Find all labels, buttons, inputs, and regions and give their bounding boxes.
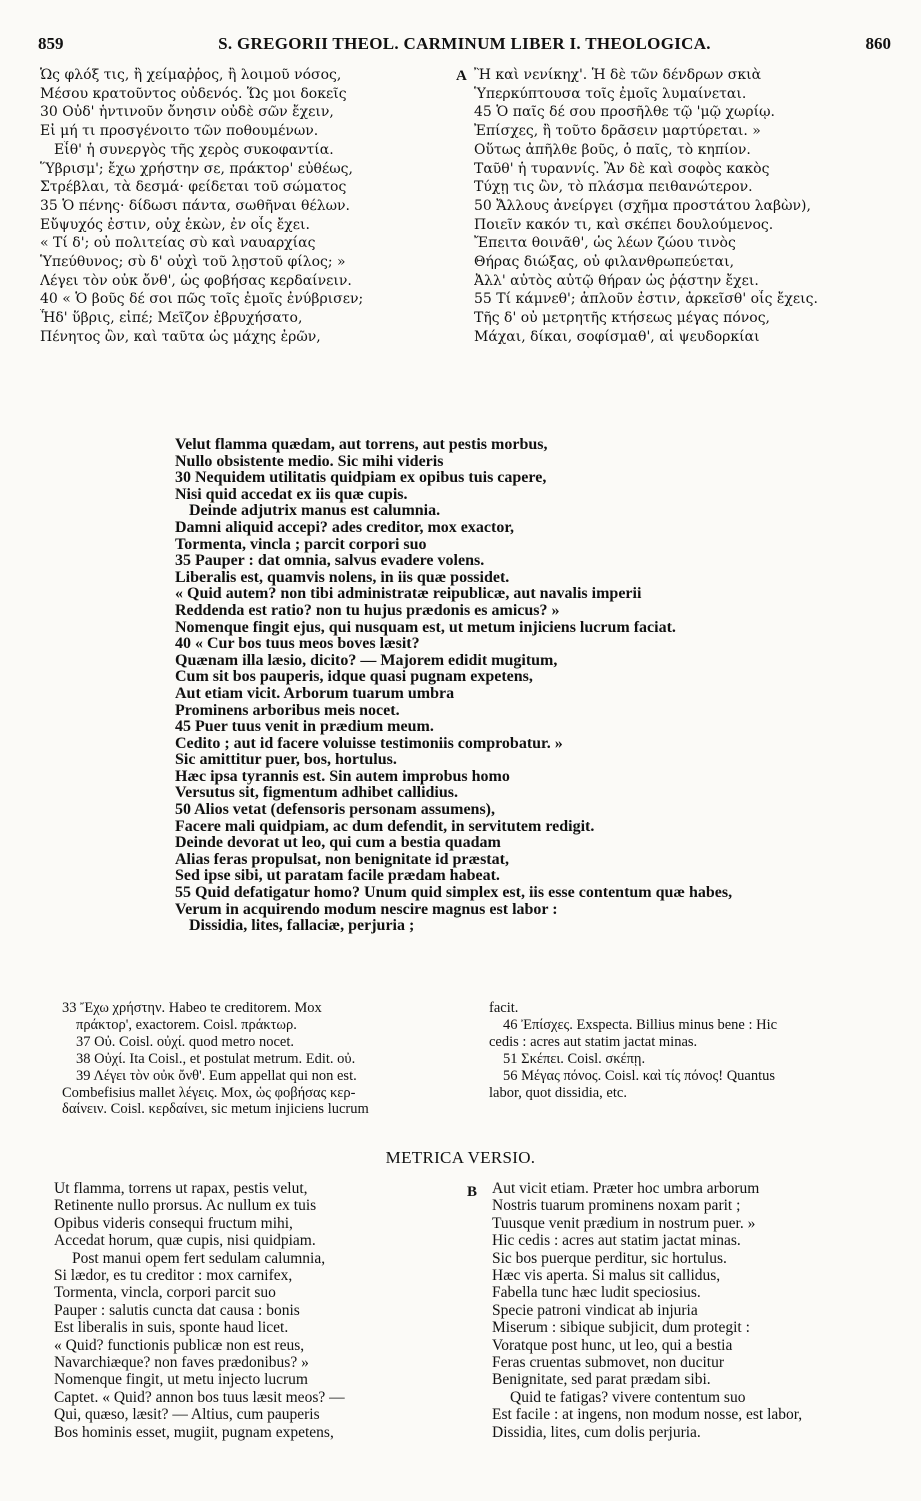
notes-left-line: δαίνειν. Coisl. κερδαίνει, sic metum injiciens lucrum (62, 1101, 369, 1118)
greek-left-line: Ὑπεύθυνος; σὺ δ' οὐχὶ τοῦ λῃστοῦ φίλος; » (40, 254, 346, 271)
greek-left-line: Λέγει τὸν οὐκ ὄνθ', ὡς φοβήσας κερδαίνειν. (40, 272, 352, 289)
notes-right-line: 51 Σκέπει. Coisl. σκέπῃ. (503, 1050, 646, 1067)
latin-line: Tormenta, vincla ; parcit corpori suo (175, 536, 427, 553)
metrica-right-line: Quid te fatigas? vivere contentum suo (510, 1388, 746, 1406)
latin-line: Liberalis est, quamvis nolens, in iis quæ possidet. (175, 569, 510, 586)
latin-line: Cedito ; aut id facere voluisse testimoniis comprobatur. » (175, 735, 563, 752)
greek-left-line: Ἦδ' ὕβρις, εἰπέ; Μεῖζον ἐβρυχήσατο, (40, 310, 303, 327)
metrica-right-line: Aut vicit etiam. Præter hoc umbra arborum (492, 1180, 760, 1197)
greek-text-right-column (474, 66, 894, 347)
notes-left-column (62, 1000, 480, 1118)
metrica-right-line: Nostris tuarum prominens noxam parit ; (492, 1197, 741, 1215)
notes-left-line: Combefisius mallet λέγεις. Mox, ὡς φοβήσας κερ- (62, 1084, 356, 1101)
greek-left-line: Πένητος ὢν, καὶ ταῦτα ὡς μάχης ἐρῶν, (40, 328, 321, 345)
latin-line: Nisi quid accedat ex iis quæ cupis. (175, 486, 408, 503)
greek-left-line: 30 Οὐδ' ἡντινοῦν ὄνησιν οὐδὲ σῶν ἔχειν, (40, 104, 334, 121)
greek-right-line: Τύχῃ τις ὢν, τὸ πλάσμα πειθανώτερον. (474, 179, 753, 196)
page-header (38, 34, 891, 56)
latin-line: Cum sit bos pauperis, idque quasi pugnam expetens, (175, 669, 533, 686)
notes-left-line: 39 Λέγει τὸν οὐκ ὄνθ'. Eum appellat qui non est. (76, 1067, 357, 1084)
greek-right-line: 55 Τί κάμνεθ'; ἁπλοῦν ἐστιν, ἀρκεῖσθ' οἷς ἔχεις. (474, 291, 818, 308)
metrica-right-line: Specie patroni vindicat ab injuria (492, 1301, 698, 1319)
notes-right-line: labor, quot dissidia, etc. (489, 1084, 627, 1101)
metrica-left-line: Bos hominis esset, mugiit, pugnam expetens, (54, 1423, 334, 1441)
latin-line: Nomenque fingit ejus, qui nusquam est, ut metum injiciens lucrum faciat. (175, 619, 676, 636)
metrica-versio-heading: METRICA VERSIO. (385, 1148, 536, 1167)
latin-line: Prominens arboribus meis nocet. (175, 702, 400, 719)
latin-line: Velut flamma quædam, aut torrens, aut pestis morbus, (175, 437, 548, 453)
greek-left-line: Μέσου κρατοῦντος οὐδενός. Ὥς μοι δοκεῖς (40, 85, 347, 102)
greek-right-line: Οὕτως ἀπῆλθε βοῦς, ὁ παῖς, τὸ κηπίον. (474, 141, 751, 158)
greek-right-line: Ὑπερκύπτουσα τοῖς ἐμοῖς λυμαίνεται. (474, 85, 747, 102)
metrica-left-line: Navarchiæque? non faves prædonibus? » (54, 1354, 309, 1372)
metrica-right-line: Dissidia, lites, cum dolis perjuria. (492, 1423, 701, 1441)
greek-left-line: Ὡς φλόξ τις, ἢ χείμαῤῥος, ἢ λοιμοῦ νόσος, (40, 67, 342, 83)
latin-line: Damni aliquid accepi? ades creditor, mox exactor, (175, 519, 514, 536)
metrica-right-line: Benignitate, sed parat prædam sibi. (492, 1371, 711, 1389)
metrica-right-line: Voratque post hunc, ut leo, qui a bestia (492, 1336, 733, 1354)
latin-line: Sed ipse sibi, ut paratam facile prædam habeat. (175, 868, 500, 885)
notes-right-column (489, 1000, 889, 1101)
latin-line: Deinde devorat ut leo, qui cum a bestia quadam (175, 835, 501, 852)
greek-left-line: 35 Ὁ πένης· δίδωσι πάντα, σωθῆναι θέλων. (40, 197, 350, 214)
greek-left-line: « Τί δ'; οὐ πολιτείας σὺ καὶ ναυαρχίας (40, 235, 316, 252)
latin-line: « Quid autem? non tibi administratæ reipublicæ, aut navalis imperii (175, 586, 642, 603)
greek-text-left-column (40, 66, 455, 347)
greek-right-line: Ἢ καὶ νενίκηχ'. Ἡ δὲ τῶν δένδρων σκιὰ (474, 67, 762, 83)
greek-left-line: Εὔψυχός ἐστιν, οὐχ ἑκὼν, ἐν οἷς ἔχει. (40, 216, 310, 233)
greek-left-line: Ὕβρισμ'; ἔχω χρήστην σε, πράκτορ' εὐθέως, (40, 160, 353, 177)
metrica-left-line: « Quid? functionis publicæ non est reus, (54, 1336, 305, 1354)
greek-left-line: Εἶθ' ἡ συνεργὸς τῆς χερὸς συκοφαντία. (54, 141, 334, 158)
latin-line: Reddenda est ratio? non tu hujus prædonis es amicus? » (175, 602, 560, 619)
metrica-left-line: Post manui opem fert sedulam calumnia, (72, 1249, 326, 1267)
greek-right-line: Ταῦθ' ἡ τυραννίς. Ἂν δὲ καὶ σοφὸς κακὸς (474, 160, 770, 177)
metrica-left-line: Accedat horum, quæ cupis, nisi quidpiam. (54, 1232, 316, 1250)
metrica-left-line: Opibus videris consequi fructum mihi, (54, 1214, 293, 1232)
greek-right-line: Τῆς δ' οὐ μετρητῆς κτήσεως μέγας πόνος, (474, 310, 770, 327)
latin-line: Verum in acquirendo modum nescire magnus est labor : (175, 901, 558, 918)
metrica-left-line: Nomenque fingit, ut metu injecto lucrum (54, 1371, 308, 1389)
notes-left-line: 38 Οὐχί. Ita Coisl., et postulat metrum. Edit. οὐ. (76, 1050, 356, 1067)
notes-right-line: 46 Ἐπίσχες. Exspecta. Billius minus bene : Hic (503, 1016, 778, 1033)
metrica-left-line: Captet. « Quid? annon bos tuus læsit meos? — (54, 1388, 345, 1406)
greek-left-line: Στρέβλαι, τὰ δεσμά· φείδεται τοῦ σώματος (40, 179, 347, 196)
latin-line: Sic amittitur puer, bos, hortulus. (175, 752, 397, 769)
left-page-number: 859 (38, 34, 64, 53)
latin-line: Nullo obsistente medio. Sic mihi videris (175, 453, 444, 470)
latin-line: Deinde adjutrix manus est calumnia. (189, 503, 441, 520)
greek-left-line: Εἰ μή τι προσγένοιτο τῶν ποθουμένων. (40, 123, 319, 140)
latin-line: 45 Puer tuus venit in prædium meum. (175, 719, 434, 736)
greek-right-line: 45 Ὁ παῖς δέ σου προσῆλθε τῷ 'μῷ χωρίῳ. (474, 104, 775, 121)
metrica-left-line: Tormenta, vincla, corpori parcit suo (54, 1284, 276, 1302)
notes-left-line: 37 Οὐ. Coisl. οὐχί. quod metro nocet. (76, 1033, 295, 1050)
metrica-right-line: Est facile : at ingens, non modum nosse, est labor, (492, 1406, 803, 1424)
greek-right-line: Ἀλλ' αὐτὸς αὐτῷ θήραν ὡς ῥᾴστην ἔχει. (474, 272, 759, 289)
greek-right-line: Ἔπειτα θοινᾶθ', ὡς λέων ζώου τινὸς (474, 235, 736, 252)
metrica-right-line: Feras cruentas submovet, non ducitur (492, 1354, 725, 1372)
metrica-right-line: Fabella tunc hæc ludit speciosius. (492, 1284, 701, 1302)
greek-right-line: Ποιεῖν κακόν τι, καὶ σκέπει δουλούμενος. (474, 216, 774, 233)
notes-right-line: cedis : acres aut statim jactat minas. (489, 1033, 698, 1050)
metrica-left-line: Qui, quæso, læsit? — Altius, cum pauperis (54, 1406, 320, 1424)
metrica-left-line: Est liberalis in suis, sponte haud licet. (54, 1319, 289, 1337)
running-title: S. GREGORII THEOL. CARMINUM LIBER I. THEOLOGICA. (218, 34, 711, 53)
metrica-right-line: Sic bos puerque perditur, sic hortulus. (492, 1249, 727, 1267)
metrica-right-line: Hæc vis aperta. Si malus sit callidus, (492, 1267, 721, 1285)
latin-line: Hæc ipsa tyrannis est. Sin autem improbus homo (175, 768, 510, 785)
notes-right-line: 56 Μέγας πόνος. Coisl. καὶ τίς πόνος! Quantus (503, 1067, 776, 1084)
right-page-number: 860 (865, 34, 891, 53)
metrica-left-column (54, 1180, 474, 1441)
greek-right-line: Θήρας διώξας, οὐ φιλανθρωπεύεται, (474, 254, 735, 271)
latin-line: 50 Alios vetat (defensoris personam assumens), (175, 802, 495, 819)
greek-right-line: Ἐπίσχες, ἢ τοῦτο δρᾶσειν μαρτύρεται. » (474, 123, 761, 140)
margin-marker-b: B (467, 1184, 478, 1200)
metrica-left-line: Ut flamma, torrens ut rapax, pestis velut, (54, 1180, 308, 1197)
metrica-left-line: Retinente nullo prorsus. Ac nullum ex tuis (54, 1197, 317, 1215)
notes-left-line: πράκτορ', exactorem. Coisl. πράκτωρ. (76, 1016, 297, 1033)
notes-left-line: 33 Ἔχω χρήστην. Habeo te creditorem. Mox (62, 1000, 322, 1016)
latin-line: Alias feras propulsat, non benignitate id præstat, (175, 851, 509, 868)
metrica-right-line: Hic cedis : acres aut statim jactat minas. (492, 1232, 741, 1250)
metrica-left-line: Pauper : salutis cuncta dat causa : bonis (54, 1301, 300, 1319)
latin-line: 55 Quid defatigatur homo? Unum quid simplex est, iis esse contentum quæ habes, (175, 885, 733, 902)
metrica-right-column (492, 1180, 902, 1441)
notes-right-line: facit. (489, 1000, 519, 1016)
latin-translation (175, 437, 875, 935)
greek-right-line: 50 Ἄλλους ἀνείργει (σχῆμα προστάτου λαβὼν), (474, 197, 811, 214)
greek-left-line: 40 « Ὁ βοῦς δέ σοι πῶς τοῖς ἐμοῖς ἐνύβρισεν; (40, 291, 364, 308)
metrica-right-line: Tuusque venit prædium in nostrum puer. » (492, 1214, 756, 1232)
latin-line: Aut etiam vicit. Arborum tuarum umbra (175, 685, 455, 702)
latin-line: 40 « Cur bos tuus meos boves læsit? (175, 636, 420, 653)
latin-line: Quænam illa læsio, dicito? — Majorem edidit mugitum, (175, 652, 558, 669)
margin-marker-a: A (456, 68, 467, 84)
latin-line: 35 Pauper : dat omnia, salvus evadere volens. (175, 553, 485, 570)
greek-right-line: Μάχαι, δίκαι, σοφίσμαθ', αἱ ψευδορκίαι (474, 328, 760, 345)
latin-line: Facere mali quidpiam, ac dum defendit, in servitutem redigit. (175, 818, 595, 835)
latin-line: 30 Nequidem utilitatis quidpiam ex opibus tuis capere, (175, 470, 547, 487)
latin-line: Versutus sit, figmentum adhibet callidius. (175, 785, 458, 802)
latin-line: Dissidia, lites, fallaciæ, perjuria ; (189, 918, 415, 935)
metrica-right-line: Miserum : sibique subjicit, dum protegit : (492, 1319, 750, 1337)
metrica-left-line: Si lædor, es tu creditor : mox carnifex, (54, 1267, 293, 1285)
